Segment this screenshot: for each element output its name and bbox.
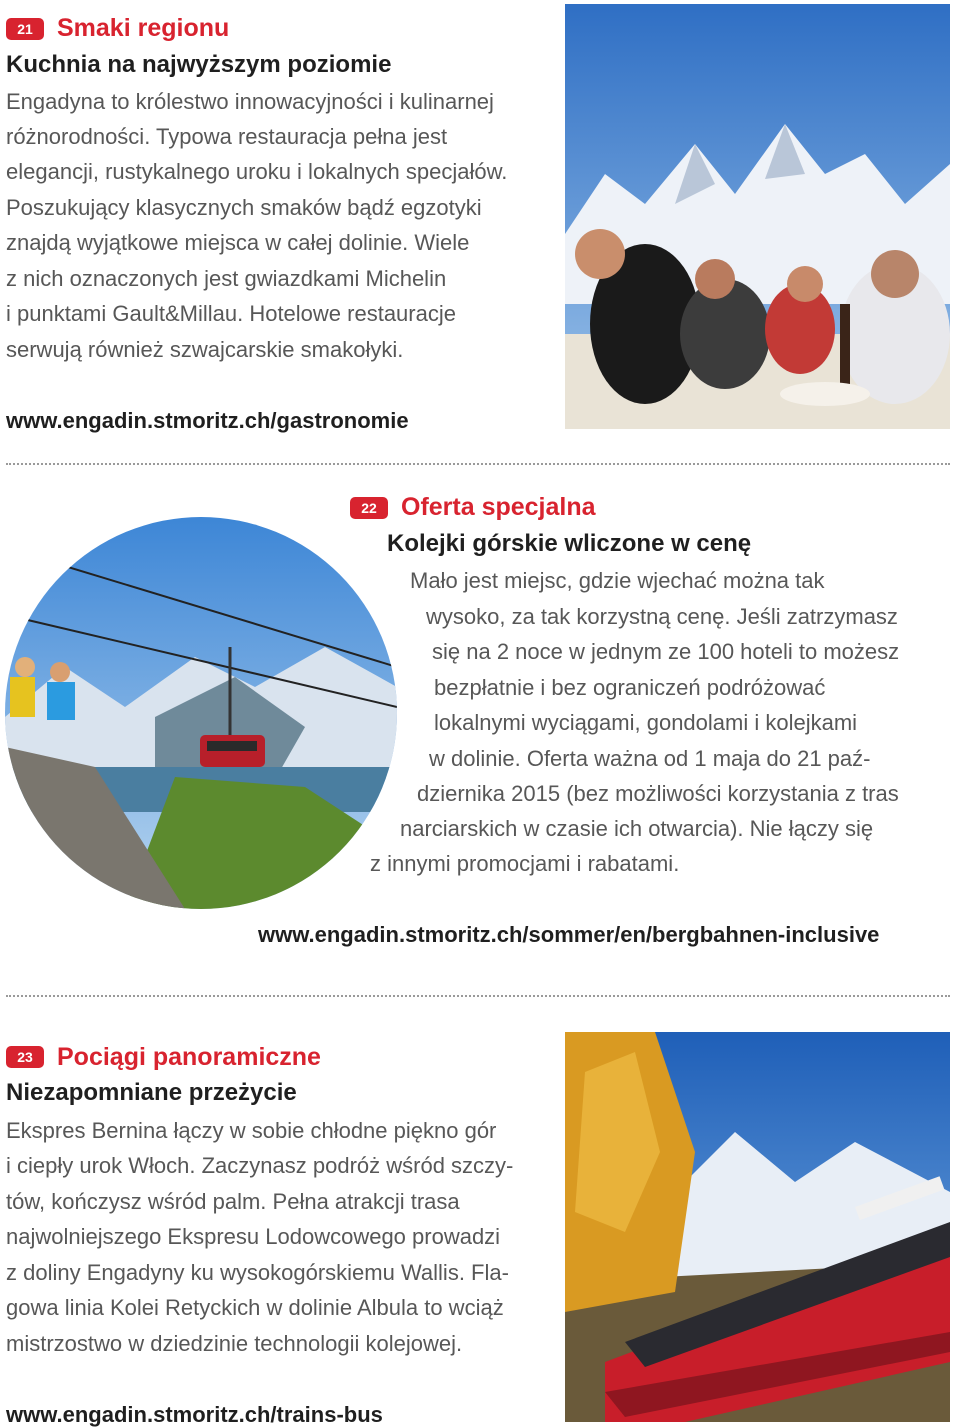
body-text-line: różnorodności. Typowa restauracja pełna jest [6, 124, 448, 149]
body-text-line: z nich oznaczonych jest gwiazdkami Michelin [6, 266, 447, 291]
cable-car-offer-link[interactable]: www.engadin.stmoritz.ch/sommer/en/bergbahnen-inclusive [258, 922, 880, 947]
body-text-line: gowa linia Kolei Retyckich w dolinie Albula to wciąż [6, 1295, 504, 1320]
body-text-line: tów, kończysz wśród palm. Pełna atrakcji trasa [6, 1189, 460, 1214]
body-text-line: Ekspres Bernina łączy w sobie chłodne piękno gór [6, 1118, 497, 1143]
trains-link[interactable]: www.engadin.stmoritz.ch/trains-bus [6, 1402, 383, 1427]
section-number-badge: 21 [6, 18, 44, 40]
section-divider [6, 463, 950, 465]
train-photo [565, 1032, 950, 1422]
body-text-line: się na 2 noce w jednym ze 100 hoteli to możesz [432, 639, 900, 664]
body-text-line: bezpłatnie i bez ograniczeń podróżować [434, 675, 826, 700]
body-text-line: z innymi promocjami i rabatami. [370, 851, 680, 876]
body-text-line: Poszukujący klasycznych smaków bądź egzotyki [6, 195, 482, 220]
gastronomy-link[interactable]: www.engadin.stmoritz.ch/gastronomie [6, 408, 409, 433]
body-text-line: najwolniejszego Ekspresu Lodowcowego prowadzi [6, 1224, 501, 1249]
body-text-line: i punktami Gault&Millau. Hotelowe restauracje [6, 301, 456, 326]
body-text-line: serwują również szwajcarskie smakołyki. [6, 337, 404, 362]
body-text-line: znajdą wyjątkowe miejsca w całej dolinie. Wiele [6, 230, 470, 255]
body-text-line: i ciepły urok Włoch. Zaczynasz podróż wśród szczy- [6, 1153, 514, 1178]
body-text-line: narciarskich w czasie ich otwarcia). Nie łączy się [400, 816, 874, 841]
section-subtitle: Kolejki górskie wliczone w cenę [387, 530, 752, 557]
section-number-badge: 23 [6, 1046, 44, 1068]
body-text-line: lokalnymi wyciągami, gondolami i kolejkami [434, 710, 858, 735]
restaurant-photo [565, 4, 950, 429]
body-text-line: Engadyna to królestwo innowacyjności i kulinarnej [6, 89, 494, 114]
section-number-badge: 22 [350, 497, 388, 519]
section-subtitle: Niezapomniane przeżycie [6, 1079, 297, 1106]
body-text-line: Mało jest miejsc, gdzie wjechać można tak [410, 568, 825, 593]
section-title: Oferta specjalna [401, 493, 596, 521]
body-text-line: elegancji, rustykalnego uroku i lokalnych specjałów. [6, 159, 508, 184]
section-subtitle: Kuchnia na najwyższym poziomie [6, 51, 392, 78]
body-text-line: w dolinie. Oferta ważna od 1 maja do 21 paź- [429, 746, 871, 771]
body-text-line: z doliny Engadyny ku wysokogórskiemu Wallis. Fla- [6, 1260, 509, 1285]
cable-car-photo [5, 517, 397, 909]
section-title: Pociągi panoramiczne [57, 1043, 321, 1071]
body-text-line: dziernika 2015 (bez możliwości korzystania z tras [417, 781, 899, 806]
body-text-line: wysoko, za tak korzystną cenę. Jeśli zatrzymasz [426, 604, 898, 629]
section-divider [6, 995, 950, 997]
section-title: Smaki regionu [57, 14, 230, 42]
body-text-line: mistrzostwo w dziedzinie technologii kolejowej. [6, 1331, 463, 1356]
